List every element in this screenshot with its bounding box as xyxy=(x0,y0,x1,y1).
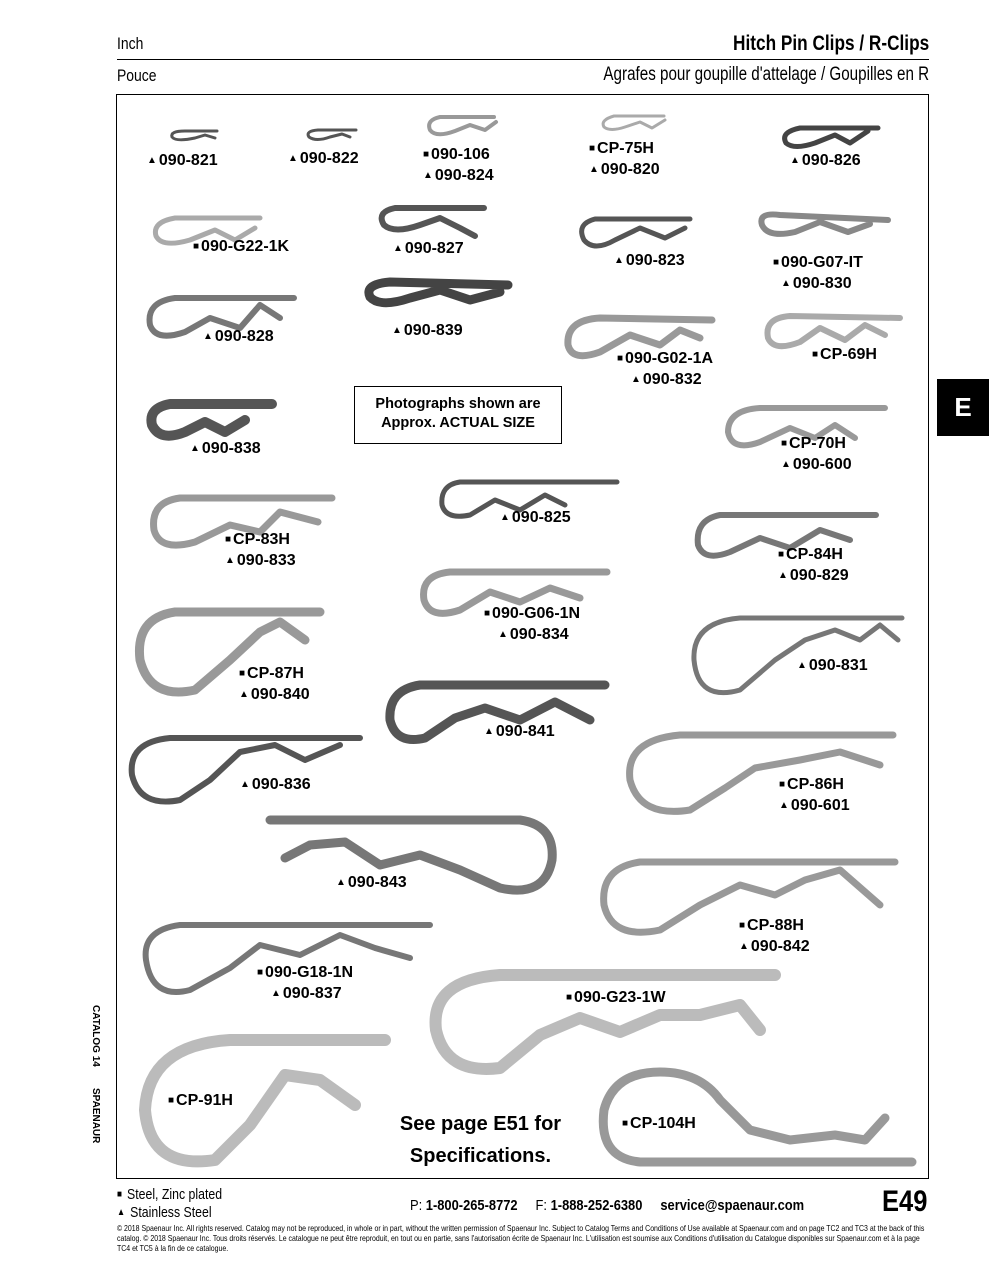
part-label: ▲ 090-836 xyxy=(240,776,311,793)
clip-image xyxy=(369,282,508,303)
contact-line: P: 1-800-265-8772 F: 1-888-252-6380 service@spaenaur.com xyxy=(410,1197,805,1214)
page-title: Hitch Pin Clips / R-Clips xyxy=(732,32,929,55)
part-label: ▲ 090-821 xyxy=(147,152,218,169)
legend-stainless: ▲ Stainless Steel xyxy=(117,1204,212,1221)
actual-size-note xyxy=(354,386,562,444)
part-label: ■ CP-69H xyxy=(812,346,877,363)
brand-mark: SPAENAUR xyxy=(90,1088,101,1144)
part-label: ▲ 090-839 xyxy=(392,322,463,339)
part-label: ■ 090-106 ▲ 090-824 xyxy=(423,146,494,184)
section-tab[interactable]: E xyxy=(937,379,989,436)
legend-steel: ■ Steel, Zinc plated xyxy=(117,1186,223,1203)
part-label: ■ CP-84H ▲ 090-829 xyxy=(778,546,849,584)
part-label: ▲ 090-827 xyxy=(393,240,464,257)
clip-image xyxy=(172,131,217,140)
part-label: ■ CP-88H ▲ 090-842 xyxy=(739,917,810,955)
clip-image xyxy=(382,208,484,236)
part-label: ■ 090-G22-1K xyxy=(193,238,290,255)
part-label: ▲ 090-831 xyxy=(797,657,868,674)
part-label: ▲ 090-823 xyxy=(614,252,685,269)
catalog-edition: CATALOG 14 xyxy=(90,1005,101,1067)
clip-image xyxy=(151,404,272,436)
part-label: ▲ 090-828 xyxy=(203,328,274,345)
note-line-1: Photographs shown are xyxy=(375,396,541,412)
part-label: ▲ 090-822 xyxy=(288,150,359,167)
part-label: ■ CP-83H ▲ 090-833 xyxy=(225,531,296,569)
part-label: ▲ 090-826 xyxy=(790,152,861,169)
clip-image xyxy=(630,735,893,811)
part-label: ■ 090-G18-1N ▲ 090-837 xyxy=(257,964,354,1002)
part-label: ■ CP-70H ▲ 090-600 xyxy=(781,435,852,473)
part-label: ■ 090-G23-1W xyxy=(566,989,666,1006)
part-label: ▲ 090-838 xyxy=(190,440,261,457)
part-label: ■ CP-104H xyxy=(622,1115,696,1132)
part-label: ■ CP-91H xyxy=(168,1092,233,1109)
part-label: ■ CP-75H ▲ 090-820 xyxy=(589,140,660,178)
part-label: ■ CP-87H ▲ 090-840 xyxy=(239,665,310,703)
clip-image xyxy=(429,117,496,134)
square-icon: ■ xyxy=(117,1189,122,1200)
clip-image xyxy=(603,116,665,130)
clip-image xyxy=(767,316,900,346)
page-title-fr: Agrafes pour goupille d'attelage / Goupilles en R xyxy=(603,64,929,85)
triangle-icon: ▲ xyxy=(117,1207,126,1218)
unit-label-fr: Pouce xyxy=(117,66,157,85)
phone-number[interactable]: 1-800-265-8772 xyxy=(425,1197,518,1214)
part-label: ▲ 090-825 xyxy=(500,509,571,526)
page-number: E49 xyxy=(881,1185,927,1218)
legal-notice: © 2018 Spaenaur Inc. All rights reserved. Catalog may not be reproduced, in whole or in part, without the written permission of Spaenaur Inc. Subject to Catalog Terms and Conditions of Use available at Spaenaur.com and on page TC2 and TC3 at the back of this catalog. © 2018 Spaenaur Inc. Tous droits réservés. Le catalogue ne peut être reproduit, en tout ou en partie, sans l'autorisation écrite de Spaenaur Inc. L'utilisation est soumise aux Conditions d'utilisation du Catalogue disponibles sur Spaenaur.com et à la page TC4 et TC5 à la fin de ce catalogue. xyxy=(117,1223,925,1253)
email-link[interactable]: service@spaenaur.com xyxy=(660,1197,805,1214)
note-line-2: Approx. ACTUAL SIZE xyxy=(381,415,535,431)
clip-image xyxy=(308,130,356,140)
part-label: ▲ 090-841 xyxy=(484,723,555,740)
part-label: ■ 090-G06-1N ▲ 090-834 xyxy=(484,605,581,643)
spec-line-1: See page E51 for xyxy=(399,1113,562,1135)
clip-image xyxy=(270,820,552,890)
clip-image xyxy=(785,128,878,147)
clip-image xyxy=(582,219,690,246)
part-label: ■ 090-G02-1A ▲ 090-832 xyxy=(617,350,714,388)
specifications-note xyxy=(378,1108,583,1172)
fax-number: 1-888-252-6380 xyxy=(550,1197,643,1214)
part-label: ■ 090-G07-IT ▲ 090-830 xyxy=(773,254,863,292)
part-label: ▲ 090-843 xyxy=(336,874,407,891)
clip-image xyxy=(761,214,888,233)
spec-line-2: Specifications. xyxy=(409,1145,552,1167)
unit-label-en: Inch xyxy=(117,34,144,53)
part-label: ■ CP-86H ▲ 090-601 xyxy=(779,776,850,814)
